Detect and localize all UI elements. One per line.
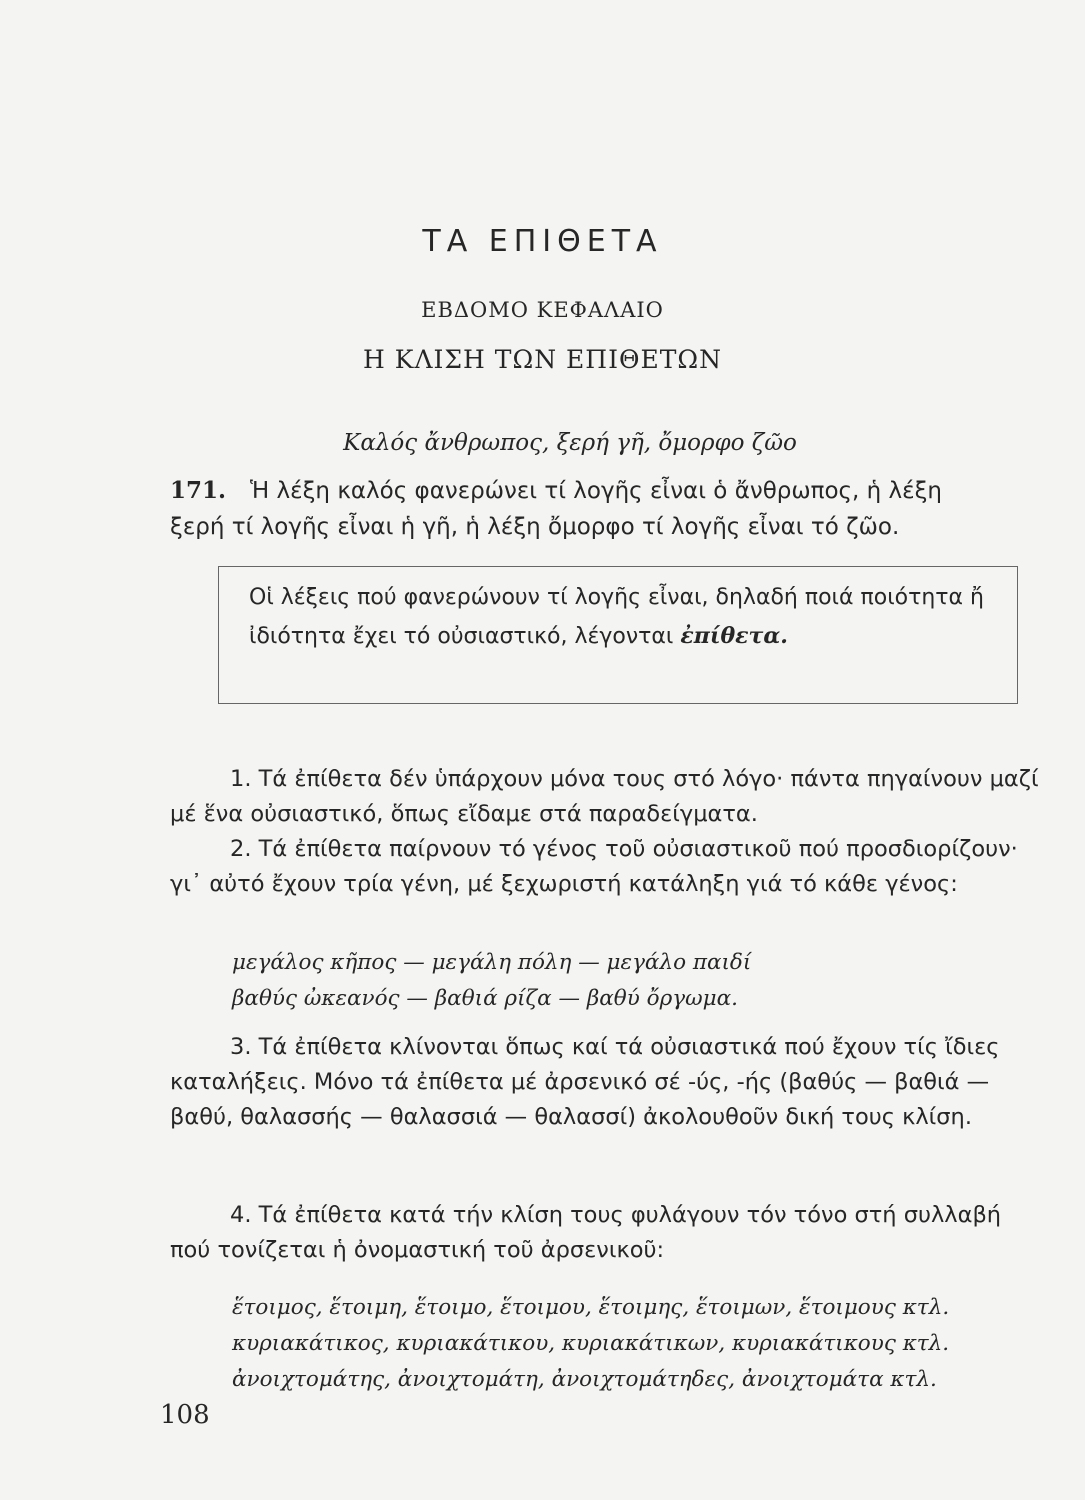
rule-2: 2. Τά ἐπίθετα παίρνουν τό γένος τοῦ οὐσιαστικοῦ πού προσδιορίζουν· γι᾿ αὐτό ἔχουν τρία γένη, μέ ξεχωριστή κατάληξη γιά τό κάθε γένος:: [170, 836, 1018, 897]
definition-term: ἐπίθετα.: [680, 623, 788, 649]
example-line: βαθύς ὠκεανός — βαθιά ρίζα — βαθύ ὄργωμα.: [232, 986, 738, 1011]
example-line: ἀνοιχτομάτης, ἀνοιχτομάτη, ἀνοιχτομάτηδες, ἀνοιχτομάτα κτλ.: [232, 1367, 937, 1392]
motto: Καλός ἄνθρωπος, ξερή γῆ, ὄμορφο ζῶο: [343, 430, 797, 456]
definition-box: [218, 566, 1018, 704]
example-line: ἕτοιμος, ἕτοιμη, ἕτοιμο, ἕτοιμου, ἕτοιμης, ἕτοιμων, ἕτοιμους κτλ.: [232, 1295, 950, 1320]
rule-3: 3. Τά ἐπίθετα κλίνονται ὅπως καί τά οὐσιαστικά πού ἔχουν τίς ἴδιες καταλήξεις. Μόνο τά ἐπίθετα μέ ἀρσενικό σέ -ύς, -ής (βαθύς — βαθιά — βαθύ, θαλασσής — θαλασσιά — θαλασσί) ἀκολουθοῦν δική τους κλίση.: [170, 1034, 1000, 1130]
paragraph-line: Ἡ λέξη καλός φανερώνει τί λογῆς εἶναι ὁ ἄνθρωπος, ἡ λέξη: [250, 478, 943, 504]
examples-rule-2: [232, 945, 1052, 1017]
section-title: Η ΚΛΙΣΗ ΤΩΝ ΕΠΙΘΕΤΩΝ: [363, 345, 722, 374]
chapter-title: ΤΑ ΕΠΙΘΕΤΑ: [422, 224, 663, 259]
chapter-number: ΕΒΔΟΜΟ ΚΕΦΑΛΑΙΟ: [421, 298, 664, 322]
rule-4: 4. Τά ἐπίθετα κατά τήν κλίση τους φυλάγουν τόν τόνο στή συλλαβή πού τονίζεται ἡ ὀνομαστική τοῦ ἀρσενικοῦ:: [170, 1202, 1002, 1263]
page-number: 108: [160, 1400, 210, 1430]
paragraph-number: 171.: [170, 477, 227, 504]
example-line: μεγάλος κῆπος — μεγάλη πόλη — μεγάλο παιδί: [232, 950, 752, 975]
definition-text: Οἱ λέξεις πού φανερώνουν τί λογῆς εἶναι, δηλαδή ποιά ποιότητα ἤ ἰδιότητα ἔχει τό οὐσιαστικό, λέγονται: [249, 585, 984, 649]
rule-1: 1. Τά ἐπίθετα δέν ὑπάρχουν μόνα τους στό λόγο· πάντα πηγαίνουν μαζί μέ ἕνα οὐσιαστικό, ὅπως εἴδαμε στά παραδείγματα.: [170, 766, 1039, 827]
examples-rule-4: [232, 1290, 1052, 1398]
paragraph-171: [170, 473, 1050, 545]
paragraph-line: ξερή τί λογῆς εἶναι ἡ γῆ, ἡ λέξη ὄμορφο τί λογῆς εἶναι τό ζῶο.: [170, 514, 900, 540]
example-line: κυριακάτικος, κυριακάτικου, κυριακάτικων, κυριακάτικους κτλ.: [232, 1331, 950, 1356]
